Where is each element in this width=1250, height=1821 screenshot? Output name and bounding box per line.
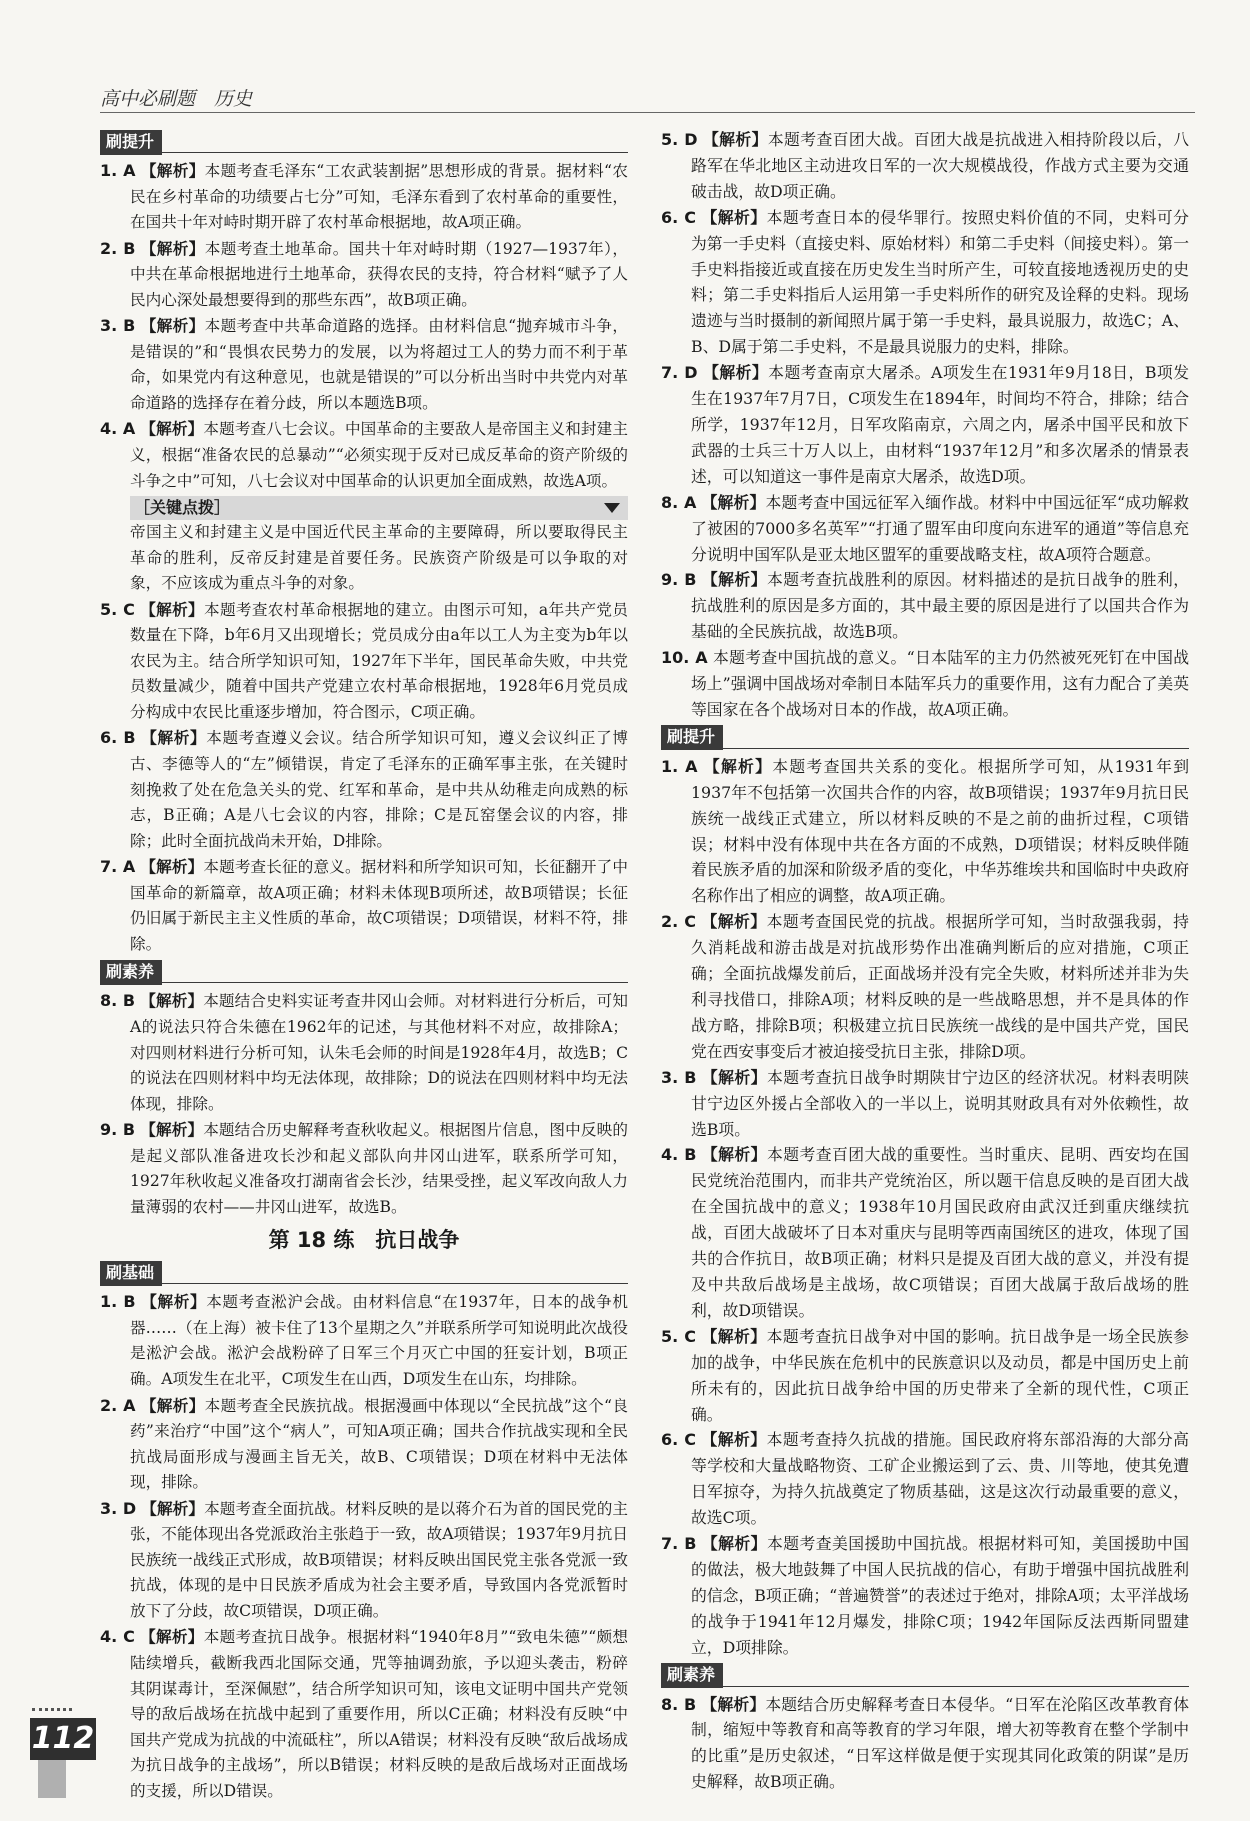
- answer-item: [661, 1324, 1189, 1428]
- analysis-tag: 【解析】: [701, 912, 767, 932]
- answer-item: [661, 127, 1189, 205]
- answer-text: 本题考查淞沪会战。由材料信息“在1937年，日本的战争机器……（在上海）被卡住了13个星期之久”并联系所学可知说明此次战役是淞沪会战。淞沪会战粉碎了日军三个月灭亡中国的狂妄计划，B项正确。A项发生在北平，C项发生在山西，D项发生在山东，均排除。: [130, 1293, 628, 1388]
- answer-item: [661, 1427, 1189, 1531]
- analysis-tag: 【解析】: [703, 756, 773, 776]
- answer-item: [100, 1393, 628, 1496]
- answer-number: 5. C: [661, 1326, 696, 1346]
- key-point-header: [130, 496, 628, 520]
- answer-text: 本题考查全民族抗战。根据漫画中体现以“全民抗战”这个“良药”来治疗“中国”这个“病人”，可知A项正确；国共合作抗战实现和全民抗战局面形成与漫画主旨无关，故B、C项错误；D项在材料中无法体现，排除。: [130, 1396, 628, 1492]
- answer-number: 2. C: [661, 912, 696, 932]
- answer-number: 6. C: [661, 1430, 696, 1450]
- answer-number: 8. B: [661, 1694, 697, 1714]
- analysis-tag: 【解析】: [703, 363, 769, 383]
- answer-item: [661, 1531, 1189, 1661]
- analysis-tag: 【解析】: [141, 728, 207, 748]
- answer-number: 8. A: [661, 492, 697, 512]
- answer-number: 6. B: [100, 728, 136, 748]
- analysis-tag: 【解析】: [701, 1694, 766, 1714]
- answer-item: [100, 725, 628, 854]
- section-rule: [723, 1686, 1189, 1687]
- analysis-tag: 【解析】: [140, 1627, 204, 1647]
- answer-text: 本题考查日本的侵华罪行。按照史料价值的不同，史料可分为第一手史料（直接史料、原始材料）和第二手史料（间接史料）。第一手史料指接近或直接在历史发生当时所产生，可较直接地透视历史的史料；第二手史料指后人运用第一手史料所作的研究及诠释的史料。现场遗迹与当时摄制的新闻照片属于第一手史料，最具说服力，故选C；A、B、D属于第二手史料，不是最具说服力的史料，排除。: [691, 207, 1189, 357]
- answer-item: [100, 597, 628, 726]
- answer-text: 本题考查八七会议。中国革命的主要敌人是帝国主义和封建主义，根据“准备农民的总暴动”“必须实现于反对已成反革命的资产阶级的斗争之中”可知，八七会议对中国革命的认识更加全面成熟，故选A项。: [130, 420, 628, 490]
- answer-item: [100, 988, 628, 1117]
- analysis-tag: 【解析】: [140, 238, 205, 258]
- answer-text: 本题考查美国援助中国抗战。根据材料可知，美国援助中国的做法，极大地鼓舞了中国人民抗战的信心，有助于增强中国抗战胜利的信念，B项正确；“普遍赞誉”的表述过于绝对，排除A项；太平洋战场的战争于1941年12月爆发，排除C项；1942年国际反法西斯同盟建立，D项排除。: [691, 1534, 1189, 1657]
- answer-text: 本题考查遵义会议。结合所学知识可知，遵义会议纠正了博古、李德等人的“左”倾错误，肯定了毛泽东的正确军事主张，在关键时刻挽救了处在危急关头的党、红军和革命，是中共从幼稚走向成熟的标志，B正确；A是八七会议的内容，排除；C是瓦窑堡会议的内容，排除；此时全面抗战尚未开始，D排除。: [130, 729, 628, 850]
- answer-item: [100, 158, 628, 236]
- analysis-tag: 【解析】: [701, 570, 767, 590]
- answer-number: 7. A: [100, 857, 136, 877]
- analysis-tag: 【解析】: [140, 1395, 205, 1415]
- answer-item: [661, 1065, 1189, 1143]
- section-label: 刷提升: [100, 130, 162, 155]
- answer-number: 9. B: [661, 570, 697, 590]
- analysis-tag: 【解析】: [141, 1292, 207, 1312]
- answer-text: 本题考查中共革命道路的选择。由材料信息“抛弃城市斗争，是错误的”和“畏惧农民势力的发展，以为将超过工人的势力而不利于革命，如果党内有这种意见，也就是错误的”可以分析出当时中共党内对革命道路的选择存在着分歧，所以本题选B项。: [130, 317, 628, 412]
- section-rule: [162, 152, 628, 153]
- answer-item: [661, 754, 1189, 909]
- answer-text: 本题考查南京大屠杀。A项发生在1931年9月18日，B项发生在1937年7月7日，C项发生在1894年，时间均不符合，排除；结合所学，1937年12月，日军攻陷南京，六周之内，屠杀中国平民和放下武器的士兵三十万人以上，由材料“1937年12月”和多次屠杀的情景表述，可以知道这一事件是南京大屠杀，故选D项。: [691, 363, 1189, 486]
- answer-item: [100, 854, 628, 957]
- answer-item: [661, 909, 1189, 1064]
- analysis-tag: 【解析】: [701, 1430, 767, 1450]
- section-rule: [723, 748, 1189, 749]
- section-rule: [162, 1283, 628, 1284]
- answer-item: [661, 1142, 1189, 1323]
- answer-number: 7. B: [661, 1534, 697, 1554]
- answer-number: 2. A: [100, 1395, 136, 1415]
- answer-text: 本题考查长征的意义。据材料和所学知识可知，长征翻开了中国革命的新篇章，故A项正确；材料未体现B项所述，故B项错误；长征仍旧属于新民主主义性质的革命，故C项错误；D项错误，材料不符，排除。: [130, 858, 628, 953]
- answer-item: [661, 567, 1189, 645]
- section-label: 刷素养: [100, 960, 162, 985]
- page-number-dots: [32, 1708, 72, 1715]
- answer-text: 本题考查毛泽东“工农武装割据”思想形成的背景。据材料“农民在乡村革命的功绩要占七分”可知，毛泽东看到了农村革命的重要性，在国共十年对峙时期开辟了农村革命根据地，故A项正确。: [130, 162, 628, 232]
- answer-number: 1. B: [100, 1292, 136, 1312]
- analysis-tag: 【解析】: [140, 857, 204, 877]
- answer-text: 本题结合历史解释考查日本侵华。“日军在沦陷区改革教育体制，缩短中等教育和高等教育的学习年限，增大初等教育在整个学制中的比重”是历史叙述，“日军这样做是便于实现其同化政策的阴谋”是历史解释，故B项正确。: [691, 1694, 1189, 1792]
- answer-number: 4. A: [100, 419, 136, 439]
- answer-text: 本题考查抗日战争对中国的影响。抗日战争是一场全民族参加的战争，中华民族在危机中的民族意识以及动员，都是中国历史上前所未有的，因此抗日战争给中国的历史带来了全新的现代性，C项正确。: [691, 1326, 1189, 1424]
- analysis-tag: 【解析】: [140, 991, 204, 1011]
- answer-text: 本题考查持久抗战的措施。国民政府将东部沿海的大部分高等学校和大量战略物资、工矿企业搬运到了云、贵、川等地，使其免遭日军掠夺，为持久抗战奠定了物质基础，这是这次行动最重要的意义，故选C项。: [691, 1430, 1189, 1528]
- section-heading: [100, 1260, 628, 1286]
- answer-number: 5. C: [100, 599, 135, 619]
- analysis-tag: 【解析】: [701, 1326, 767, 1346]
- analysis-tag: 【解析】: [701, 1534, 767, 1554]
- analysis-tag: 【解析】: [140, 316, 205, 336]
- answer-text: 本题考查国民党的抗战。根据所学可知，当时敌强我弱，持久消耗战和游击战是对抗战形势作出准确判断后的应对措施，C项正确；全面抗战爆发前后，正面战场并没有完全失败，材料所述并非为失利寻找借口，排除A项；材料反映的是一些战略思想，并不是具体的作战方略，排除B项；积极建立抗日民族统一战线的是中国共产党，国民党在西安事变后才被迫接受抗日主张，排除D项。: [691, 912, 1189, 1061]
- answer-item: [100, 416, 628, 494]
- page-number: 112: [30, 1718, 96, 1760]
- answer-text: 本题结合历史解释考查秋收起义。根据图片信息，图中反映的是起义部队准备进攻长沙和起义部队向井冈山进军，联系所学可知，1927年秋收起义准备攻打湖南省会长沙，结果受挫，起义军改向敌人力量薄弱的农村——井冈山进军，故选B。: [130, 1121, 628, 1216]
- answer-text: 本题结合史料实证考查井冈山会师。对材料进行分析后，可知A的说法只符合朱德在1962年的记述，与其他材料不对应，故排除A；对四则材料进行分析可知，认朱毛会师的时间是1928年4月，故选B；C的说法在四则材料中均无法体现，故排除；D的说法在四则材料中均无法体现，排除。: [130, 992, 628, 1113]
- section-label: 刷提升: [661, 725, 723, 750]
- answer-text: 本题考查中国远征军入缅作战。材料中中国远征军“成功解救了被困的7000多名英军”“打通了盟军由印度向东进军的通道”等信息充分说明中国军队是亚太地区盟军的重要战略支柱，故A项符合题意。: [691, 492, 1189, 564]
- answer-number: 10. A: [661, 648, 708, 668]
- answer-number: 2. B: [100, 238, 136, 258]
- answer-number: 3. B: [100, 316, 136, 336]
- answer-number: 9. B: [100, 1120, 136, 1140]
- answer-text: 本题考查百团大战的重要性。当时重庆、昆明、西安均在国民党统治范围内，而非共产党统治区，所以题干信息反映的是百团大战在全国抗战中的意义；1938年10月国民政府由武汉迁到重庆继续抗战，百团大战破坏了日本对重庆与昆明等西南国统区的进攻，体现了国共的合作抗日，故B项正确；材料只是提及百团大战的意义，并没有提及中共敌后战场是主战场，故C项错误；百团大战属于敌后战场的胜利，故D项错误。: [691, 1145, 1189, 1320]
- analysis-tag: 【解析】: [140, 1120, 204, 1140]
- left-column: [100, 127, 628, 1804]
- answer-item: [661, 205, 1189, 360]
- header-rule: [100, 112, 1195, 113]
- answer-number: 1. A: [100, 161, 136, 180]
- answer-item: [100, 1117, 628, 1220]
- right-column: [661, 127, 1189, 1795]
- analysis-tag: 【解析】: [141, 1498, 205, 1518]
- answer-item: [661, 1692, 1189, 1796]
- answer-text: 本题考查土地革命。国共十年对峙时期（1927—1937年），中共在革命根据地进行土地革命，获得农民的支持，符合材料“赋予了人民内心深处最想要得到的那些东西”，故B项正确。: [130, 239, 628, 309]
- answer-text: 本题考查抗日战争。根据材料“1940年8月”“致电朱德”“颇想陆续增兵，截断我西北国际交通，咒等抽调劲旅，予以迎头袭击，粉碎其阴谋毒计，至深佩慰”，结合所学知识可知，该电文证明中国共产党领导的敌后战场在抗战中起到了重要作用，所以C正确；材料没有反映“中国共产党成为抗战的中流砥柱”，所以A错误；材料没有反映“敌后战场成为抗日战争的主战场”，所以B错误；材料反映的是敌后战场对正面战场的支援，所以D错误。: [130, 1628, 628, 1800]
- answer-text: 本题考查全面抗战。材料反映的是以蒋介石为首的国民党的主张，不能体现出各党派政治主张趋于一致，故A项错误；1937年9月抗日民族统一战线正式形成，故B项错误；材料反映出国民党主张各党派一致抗战，体现的是中日民族矛盾成为社会主要矛盾，导致国内各党派暂时放下了分歧，故C项错误，D项正确。: [130, 1499, 628, 1620]
- analysis-tag: 【解析】: [702, 130, 768, 149]
- page-header: 高中必刷题 历史: [100, 88, 253, 110]
- section-label: 刷素养: [661, 1663, 723, 1688]
- answer-item: [100, 313, 628, 416]
- lesson-title: 第 18 练 抗日战争: [268, 1228, 460, 1253]
- section-heading: [661, 725, 1189, 751]
- answer-number: 4. C: [100, 1627, 135, 1647]
- answer-number: 3. D: [100, 1498, 137, 1518]
- analysis-tag: 【解析】: [140, 599, 204, 619]
- answer-text: 本题考查中国抗战的意义。“日本陆军的主力仍然被死死钉在中国战场上”强调中国战场对牵制日本陆军兵力的重要作用，这有力配合了美英等国家在各个战场对日本的作战，故A项正确。: [691, 648, 1190, 719]
- answer-text: 本题考查农村革命根据地的建立。由图示可知，a年共产党员数量在下降，b年6月又出现增长；党员成分由a年以工人为主变为b年以农民为主。结合所学知识可知，1927年下半年，国民革命失败，中共党员数量减少，随着中国共产党建立农村革命根据地，1928年6月党员成分构成中农民比重逐步增加，符合图示，C项正确。: [130, 600, 628, 721]
- analysis-tag: 【解析】: [140, 419, 204, 439]
- answer-text: 本题考查抗战胜利的原因。材料描述的是抗日战争的胜利，抗战胜利的原因是多方面的，其中最主要的原因是进行了以国共合作为基础的全民族抗战，故选B项。: [691, 570, 1189, 642]
- answer-item: [661, 360, 1189, 490]
- section-heading: [100, 959, 628, 985]
- answer-number: 8. B: [100, 991, 136, 1011]
- analysis-tag: 【解析】: [701, 492, 766, 512]
- answer-item: [100, 1624, 628, 1804]
- analysis-tag: 【解析】: [701, 207, 767, 227]
- section-label: 刷基础: [100, 1261, 162, 1286]
- key-point-text: 帝国主义和封建主义是中国近代民主革命的主要障碍，所以要取得民主革命的胜利，反帝反封建是首要任务。民族资产阶级是可以争取的对象，不应该成为重点斗争的对象。: [130, 523, 628, 593]
- section-heading: [100, 129, 628, 155]
- answer-number: 3. B: [661, 1067, 697, 1087]
- key-point-label: ［关键点拨］: [134, 498, 231, 518]
- triangle-down-icon: [604, 503, 620, 513]
- analysis-tag: 【解析】: [140, 161, 205, 180]
- answer-item: [100, 236, 628, 314]
- answer-text: 本题考查抗日战争时期陕甘宁边区的经济状况。材料表明陕甘宁边区外援占全部收入的一半以上，说明其财政具有对外依赖性，故选B项。: [691, 1067, 1189, 1139]
- section-heading: [661, 1663, 1189, 1689]
- answer-text: 本题考查百团大战。百团大战是抗战进入相持阶段以后，八路军在华北地区主动进攻日军的一次大规模战役，作战方式主要为交通破击战，故D项正确。: [691, 130, 1189, 201]
- page-number-decoration: [38, 1760, 66, 1798]
- answer-number: 5. D: [661, 130, 698, 149]
- section-rule: [162, 982, 628, 983]
- analysis-tag: 【解析】: [701, 1067, 767, 1087]
- answer-number: 1. A: [661, 756, 698, 776]
- answer-item: [661, 490, 1189, 568]
- answer-number: 6. C: [661, 207, 696, 227]
- answer-item: [661, 645, 1189, 723]
- answer-item: [100, 1289, 628, 1392]
- answer-text: 本题考查国共关系的变化。根据所学可知，从1931年到1937年不包括第一次国共合作的内容，故B项错误；1937年9月抗日民族统一战线正式建立，所以材料反映的不是之前的曲折过程，C项错误；材料中没有体现中共在各方面的不成熟，D项错误；材料反映伴随着民族矛盾的加深和阶级矛盾的变化，中华苏维埃共和国临时中央政府名称作出了相应的调整，故A项正确。: [691, 756, 1189, 906]
- answer-number: 7. D: [661, 363, 698, 383]
- answer-number: 4. B: [661, 1145, 697, 1165]
- analysis-tag: 【解析】: [701, 1145, 767, 1165]
- answer-item: [100, 1496, 628, 1625]
